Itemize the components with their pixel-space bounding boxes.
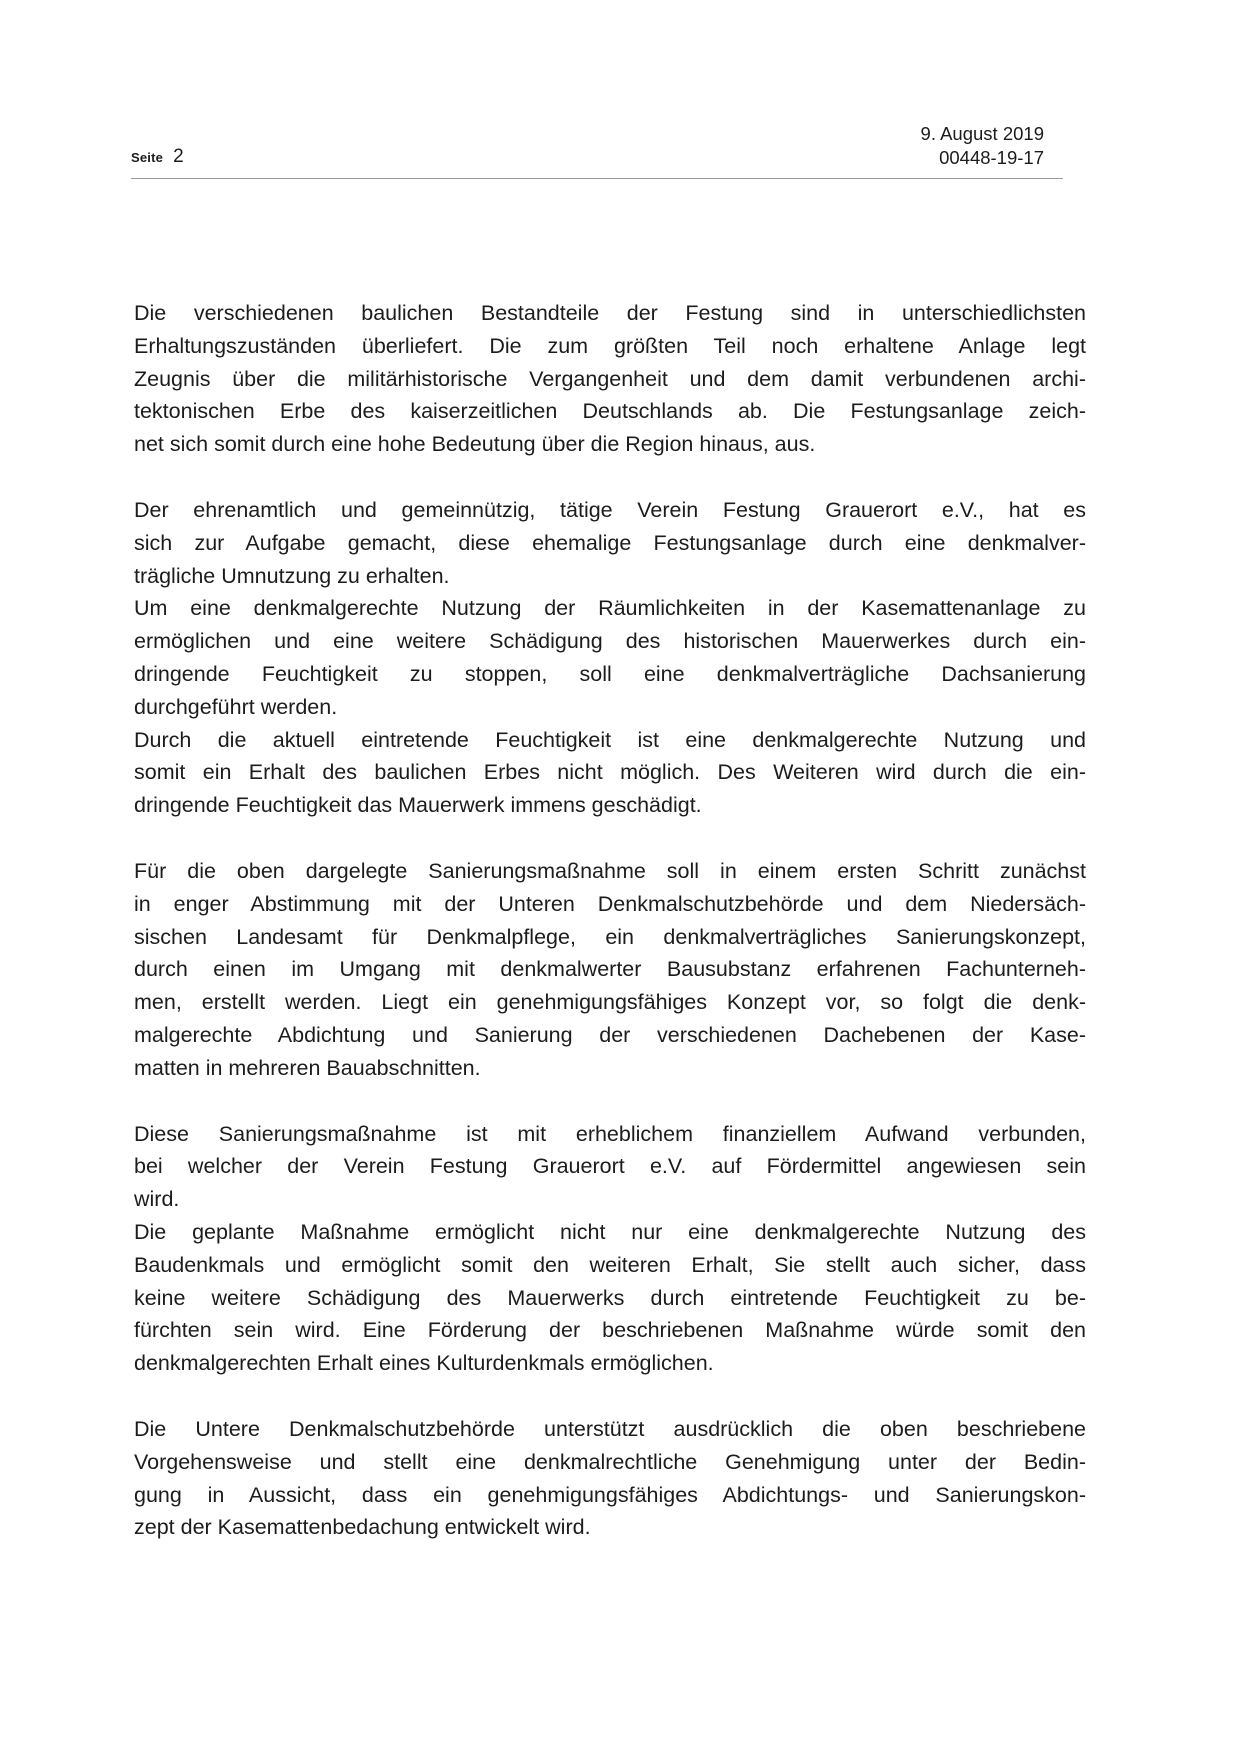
- page-label: Seite: [131, 150, 164, 165]
- page-indicator: [131, 146, 184, 168]
- text-line: Diese Sanierungsmaßnahme ist mit erheblichem finanziellem Aufwand verbunden,: [134, 1121, 1086, 1146]
- text-line: men, erstellt werden. Liegt ein genehmigungsfähiges Konzept vor, so folgt die denk-: [134, 990, 1086, 1015]
- text-line: Erhaltungszuständen überliefert. Die zum größten Teil noch erhaltene Anlage legt: [134, 333, 1086, 358]
- text-line: wird.: [134, 1187, 180, 1212]
- text-line: durchgeführt werden.: [134, 694, 338, 719]
- text-line: Die verschiedenen baulichen Bestandteile der Festung sind in unterschiedlichsten: [134, 301, 1086, 325]
- text-line: sich zur Aufgabe gemacht, diese ehemalige Festungsanlage durch eine denkmalver-: [134, 530, 1086, 555]
- text-line: malgerechte Abdichtung und Sanierung der verschiedenen Dachebenen der Kase-: [134, 1022, 1086, 1047]
- text-line: Für die oben dargelegte Sanierungsmaßnahme soll in einem ersten Schritt zunächst: [134, 858, 1086, 883]
- text-line: in enger Abstimmung mit der Unteren Denkmalschutzbehörde und dem Niedersäch-: [134, 891, 1086, 916]
- header-meta: [921, 122, 1044, 170]
- text-line: Durch die aktuell eintretende Feuchtigkeit ist eine denkmalgerechte Nutzung und: [134, 727, 1086, 752]
- text-line: Der ehrenamtlich und gemeinnützig, tätige Verein Festung Grauerort e.V., hat es: [134, 497, 1086, 522]
- reference-number: 00448-19-17: [939, 147, 1044, 168]
- paragraph: [134, 494, 1086, 822]
- document-body: [134, 297, 1086, 1577]
- text-line: trägliche Umnutzung zu erhalten.: [134, 563, 450, 588]
- text-line: matten in mehreren Bauabschnitten.: [134, 1055, 481, 1080]
- text-line: denkmalgerechten Erhalt eines Kulturdenkmals ermöglichen.: [134, 1351, 714, 1376]
- text-line: somit ein Erhalt des baulichen Erbes nicht möglich. Des Weiteren wird durch die ein-: [134, 760, 1086, 785]
- text-line: sischen Landesamt für Denkmalpflege, ein denkmalverträgliches Sanierungskonzept,: [134, 924, 1086, 949]
- text-line: Vorgehensweise und stellt eine denkmalrechtliche Genehmigung unter der Bedin-: [134, 1449, 1086, 1474]
- text-line: bei welcher der Verein Festung Grauerort e.V. auf Fördermittel angewiesen sein: [134, 1154, 1086, 1179]
- header-divider: [131, 178, 1063, 179]
- text-line: Um eine denkmalgerechte Nutzung der Räumlichkeiten in der Kasemattenanlage zu: [134, 596, 1086, 621]
- text-line: keine weitere Schädigung des Mauerwerks durch eintretende Feuchtigkeit zu be-: [134, 1285, 1086, 1310]
- text-line: net sich somit durch eine hohe Bedeutung über die Region hinaus, aus.: [134, 432, 816, 457]
- paragraph: [134, 855, 1086, 1085]
- text-line: durch einen im Umgang mit denkmalwerter Bausubstanz erfahrenen Fachunterneh-: [134, 957, 1086, 982]
- paragraph: [134, 297, 1086, 461]
- text-line: ermöglichen und eine weitere Schädigung des historischen Mauerwerkes durch ein-: [134, 629, 1086, 654]
- text-line: tektonischen Erbe des kaiserzeitlichen Deutschlands ab. Die Festungsanlage zeich-: [134, 399, 1086, 424]
- text-line: Zeugnis über die militärhistorische Vergangenheit und dem damit verbundenen archi-: [134, 366, 1086, 391]
- text-line: dringende Feuchtigkeit das Mauerwerk immens geschädigt.: [134, 793, 702, 818]
- text-line: dringende Feuchtigkeit zu stoppen, soll eine denkmalverträgliche Dachsanierung: [134, 661, 1086, 686]
- paragraph: [134, 1118, 1086, 1380]
- text-line: fürchten sein wird. Eine Förderung der beschriebenen Maßnahme würde somit den: [134, 1318, 1086, 1343]
- page-header: [0, 0, 1240, 190]
- text-line: Die geplante Maßnahme ermöglicht nicht nur eine denkmalgerechte Nutzung des: [134, 1219, 1086, 1244]
- paragraph: [134, 1413, 1086, 1544]
- text-line: Die Untere Denkmalschutzbehörde unterstützt ausdrücklich die oben beschriebene: [134, 1416, 1086, 1441]
- text-line: gung in Aussicht, dass ein genehmigungsfähiges Abdichtungs- und Sanierungskon-: [134, 1482, 1086, 1507]
- letter-date: 9. August 2019: [920, 123, 1044, 144]
- text-line: Baudenkmals und ermöglicht somit den weiteren Erhalt, Sie stellt auch sicher, dass: [134, 1252, 1086, 1277]
- page-number: 2: [173, 146, 184, 167]
- text-line: zept der Kasemattenbedachung entwickelt wird.: [134, 1515, 591, 1540]
